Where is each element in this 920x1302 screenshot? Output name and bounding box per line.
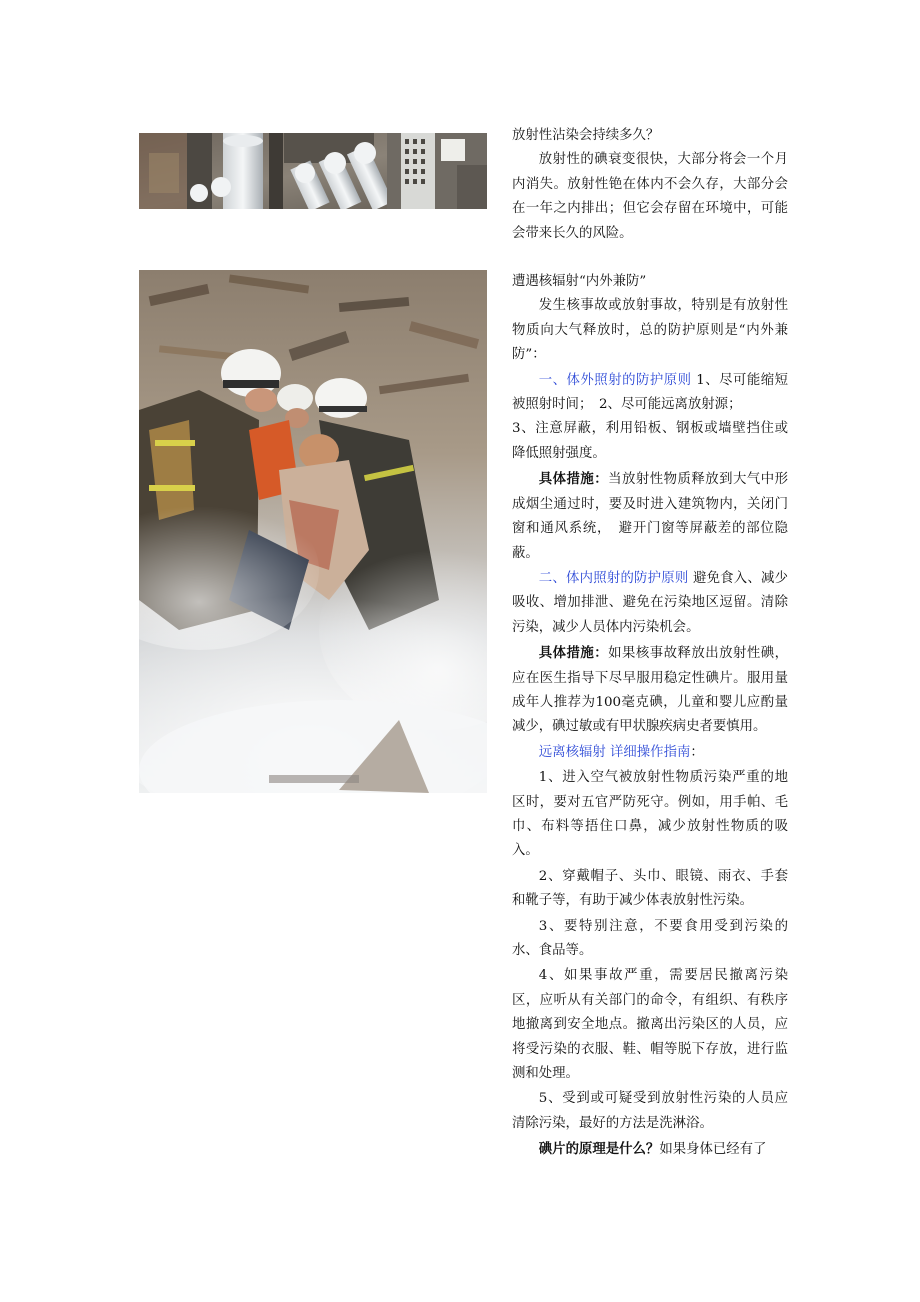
- guide-step-1: 1、进入空气被放射性物质污染严重的地区时，要对五官严防死守。例如，用手帕、毛巾、布料等捂住口鼻，减少放射性物质的吸入。: [512, 770, 788, 859]
- link-external-principle[interactable]: 一、体外照射的防护原则: [538, 372, 692, 388]
- nuclear-plant-aerial-photo: [139, 133, 487, 209]
- link-internal-principle[interactable]: 二、体内照射的防护原则: [538, 570, 689, 586]
- iodine-question: 碘片的原理是什么？: [538, 1141, 660, 1158]
- paragraph-protection-intro: 发生核事故或放射事故，特别是有放射性物质向大气释放时，总的防护原则是“内外兼防”：: [512, 298, 788, 363]
- link-guide[interactable]: 远离核辐射 详细操作指南: [538, 744, 691, 760]
- paragraph-external-principle-cont: 3、注意屏蔽，利用铅板、钢板或墙壁挡住或降低照射强度。: [512, 421, 788, 461]
- measure-text-1: 当放射性物质释放到大气中形成烟尘通过时，要及时进入建筑物内，关闭门窗和通风系统， 避开门窗等屏蔽差的部位隐蔽。: [512, 472, 789, 561]
- section-heading-protection: 遭遇核辐射“内外兼防”: [512, 274, 647, 290]
- measure-label-1: 具体措施：: [538, 471, 609, 488]
- guide-step-5: 5、受到或可疑受到放射性污染的人员应清除污染，最好的方法是洗淋浴。: [512, 1091, 788, 1131]
- section-heading-duration: 放射性沾染会持续多久？: [512, 128, 660, 143]
- paragraph-measure-2: [512, 641, 788, 740]
- paragraph-duration: 放射性的碘衰变很快，大部分将会一个月内消失。放射性铯在体内不会久存，大部分会在一年之内排出；但它会存留在环境中，可能会带来长久的风险。: [512, 152, 788, 241]
- guide-step-3: 3、要特别注意，不要食用受到污染的水、食品等。: [512, 918, 788, 958]
- guide-colon: ：: [690, 744, 704, 760]
- external-principle-text: 1、尽可能缩短被照射时间； 2、尽可能远离放射源；: [512, 372, 789, 413]
- article-text-column: [512, 124, 788, 1163]
- guide-step-2: 2、穿戴帽子、头巾、眼镜、雨衣、手套和靴子等，有助于减少体表放射性污染。: [512, 868, 788, 909]
- paragraph-internal-principle: [512, 567, 788, 640]
- internal-principle-text: 避免食入、减少吸收、增加排泄、避免在污染地区逗留。清除污染，减少人员体内污染机会。: [512, 570, 788, 635]
- guide-step-4: 4、如果事故严重，需要居民撤离污染区，应听从有关部门的命令，有组织、有秩序地撤离到安全地点。撤离出污染区的人员，应将受污染的衣服、鞋、帽等脱下存放，进行监测和处理。: [512, 968, 788, 1082]
- paragraph-guide-title: [512, 741, 788, 765]
- measure-label-2: 具体措施：: [538, 645, 609, 662]
- paragraph-external-principle: [512, 369, 788, 418]
- measure-text-2: 如果核事故释放出放射性碘，应在医生指导下尽早服用稳定性碘片。服用量成年人推荐为100毫克碘，儿童和婴儿应酌量减少，碘过敏或有甲状腺疾病史者要慎用。: [512, 646, 789, 735]
- iodine-text: 如果身体已经有了: [659, 1142, 767, 1158]
- rescue-workers-photo: [139, 270, 487, 793]
- paragraph-measure-1: [512, 467, 788, 566]
- paragraph-iodine: [512, 1137, 788, 1162]
